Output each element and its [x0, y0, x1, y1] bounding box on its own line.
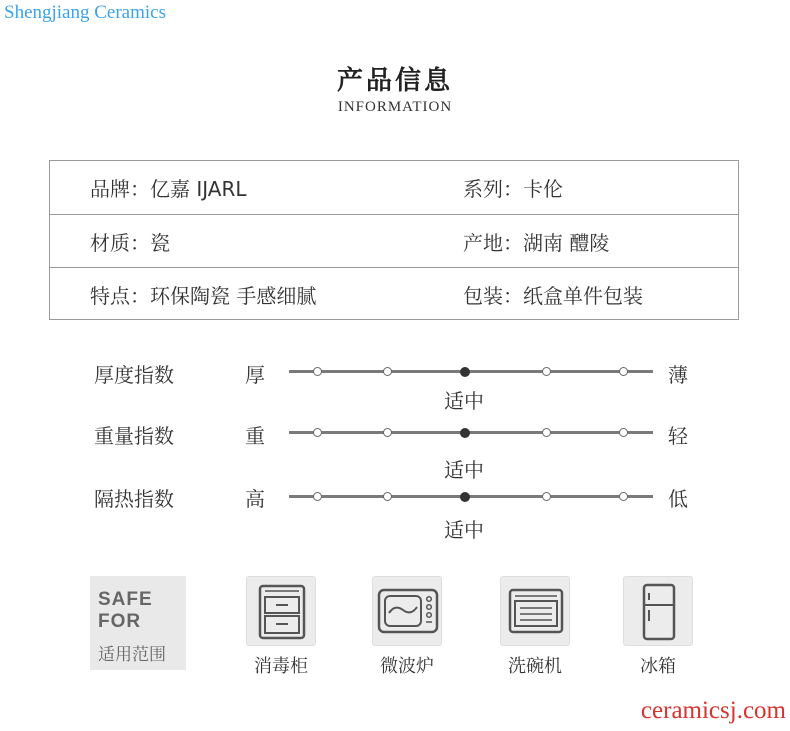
use-label-refrigerator: 冰箱	[640, 656, 676, 677]
thickness-scale-high: 薄	[668, 363, 688, 387]
page-subtitle: INFORMATION	[337, 99, 453, 115]
thickness-scale-low: 厚	[245, 363, 265, 387]
microwave-icon	[372, 576, 442, 646]
weight-scale-low: 重	[245, 424, 265, 448]
scale-dot	[383, 492, 392, 501]
safe-for-badge	[90, 576, 186, 670]
refrigerator-icon	[623, 576, 693, 646]
insulation-scale-label: 隔热指数	[94, 487, 174, 511]
use-label-sterilizer: 消毒柜	[254, 656, 308, 677]
info-features: 特点：环保陶瓷 手感细腻	[90, 284, 317, 308]
info-material: 材质：瓷	[90, 231, 170, 255]
thickness-scale-label: 厚度指数	[94, 363, 174, 387]
scale-dot	[383, 428, 392, 437]
info-series: 系列：卡伦	[463, 177, 563, 201]
use-label-microwave: 微波炉	[380, 656, 434, 677]
dishwasher-icon	[500, 576, 570, 646]
info-brand: 品牌：亿嘉 IJARL	[90, 177, 247, 201]
use-label-dishwasher: 洗碗机	[508, 656, 562, 677]
insulation-scale-track	[289, 495, 653, 498]
weight-scale-mid: 适中	[444, 458, 484, 482]
scale-dot	[619, 428, 628, 437]
info-row	[50, 214, 738, 267]
page-title: 产品信息	[336, 66, 453, 96]
info-row	[50, 161, 738, 214]
weight-scale-label: 重量指数	[94, 424, 174, 448]
scale-dot-active	[460, 367, 470, 377]
scale-dot	[542, 428, 551, 437]
scale-dot	[313, 492, 322, 501]
scale-dot	[542, 367, 551, 376]
safe-for-line2: FOR	[98, 611, 142, 632]
weight-scale-high: 轻	[668, 424, 688, 448]
sterilizer-cabinet-icon	[246, 576, 316, 646]
scale-dot	[383, 367, 392, 376]
scale-dot	[619, 492, 628, 501]
scale-dot-active	[460, 428, 470, 438]
info-table	[49, 160, 739, 320]
watermark-bottom: ceramicsj.com	[640, 697, 786, 724]
safe-for-label: 适用范围	[98, 645, 166, 665]
insulation-scale-mid: 适中	[444, 518, 484, 542]
scale-dot	[619, 367, 628, 376]
scale-dot-active	[460, 492, 470, 502]
thickness-scale-mid: 适中	[444, 389, 484, 413]
insulation-scale-high: 低	[668, 487, 688, 511]
info-packaging: 包装：纸盒单件包装	[463, 284, 643, 308]
scale-dot	[313, 428, 322, 437]
watermark-top: Shengjiang Ceramics	[4, 2, 166, 23]
info-row	[50, 267, 738, 320]
scale-dot	[313, 367, 322, 376]
insulation-scale-low: 高	[245, 487, 265, 511]
safe-for-line1: SAFE	[98, 589, 153, 610]
scale-dot	[542, 492, 551, 501]
thickness-scale-track	[289, 370, 653, 373]
info-origin: 产地：湖南 醴陵	[463, 231, 610, 255]
weight-scale-track	[289, 431, 653, 434]
